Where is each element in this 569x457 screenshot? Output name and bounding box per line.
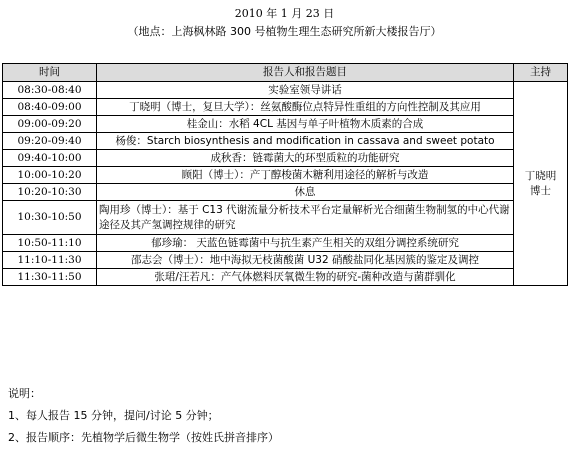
time-cell: 11:30-11:50 [3,269,97,286]
notes-heading: 说明： [8,387,41,400]
date-heading: 2010 年 1 月 23 日 [234,7,335,20]
table-row [3,201,568,235]
chair-cell [514,82,568,286]
table-row [3,167,568,184]
chair-title: 博士 [530,184,551,197]
table-row [3,235,568,252]
time-cell: 11:10-11:30 [3,252,97,269]
time-cell: 08:30-08:40 [3,82,97,99]
table-row [3,269,568,286]
talk-cell: 实验室领导讲话 [97,82,514,99]
talk-cell: 杨俊：Starch biosynthesis and modification in cassava and sweet potato [97,133,514,150]
note-item: 2、报告顺序：先植物学后微生物学（按姓氏拼音排序） [8,431,279,444]
time-cell: 10:20-10:30 [3,184,97,201]
table-header-row [3,64,568,82]
note-item: 1、每人报告 15 分钟，提问/讨论 5 分钟； [8,409,219,422]
talk-cell: 休息 [97,184,514,201]
schedule-table [2,63,568,286]
chair-name: 丁晓明 [524,169,557,182]
time-cell: 10:00-10:20 [3,167,97,184]
time-cell: 09:40-10:00 [3,150,97,167]
table-row [3,99,568,116]
talk-cell: 成秋香：链霉菌大的环型质粒的功能研究 [97,150,514,167]
talk-cell: 桂金山：水稻 4CL 基因与单子叶植物木质素的合成 [97,116,514,133]
time-cell: 09:00-09:20 [3,116,97,133]
time-cell: 09:20-09:40 [3,133,97,150]
venue-heading: （地点：上海枫林路 300 号植物生理生态研究所新大楼报告厅） [127,25,442,38]
talk-cell: 陶用珍（博士）：基于 C13 代谢流量分析技术平台定量解析光合细菌生物制氢的中心代谢途径及其产氢调控规律的研究 [97,201,514,235]
talk-cell: 张珺/汪若凡：产气体燃料厌氧微生物的研究-菌种改造与菌群驯化 [97,269,514,286]
column-header-chair: 主持 [514,64,568,82]
table-row [3,150,568,167]
notes-section [8,383,279,449]
time-cell: 08:40-09:00 [3,99,97,116]
table-row [3,252,568,269]
talk-cell: 郁珍瑜： 天蓝色链霉菌中与抗生素产生相关的双组分调控系统研究 [97,235,514,252]
column-header-talk: 报告人和报告题目 [97,64,514,82]
time-cell: 10:30-10:50 [3,201,97,235]
talk-cell: 丁晓明（博士，复旦大学）：丝氨酸酶位点特异性重组的方向性控制及其应用 [97,99,514,116]
talk-cell: 顾阳（博士）：产丁醇梭菌木糖利用途径的解析与改造 [97,167,514,184]
table-row [3,184,568,201]
table-row [3,116,568,133]
table-row [3,82,568,99]
table-row [3,133,568,150]
time-cell: 10:50-11:10 [3,235,97,252]
talk-cell: 邵志会（博士）：地中海拟无枝菌酸菌 U32 硝酸盐同化基因簇的鉴定及调控 [97,252,514,269]
column-header-time: 时间 [3,64,97,82]
